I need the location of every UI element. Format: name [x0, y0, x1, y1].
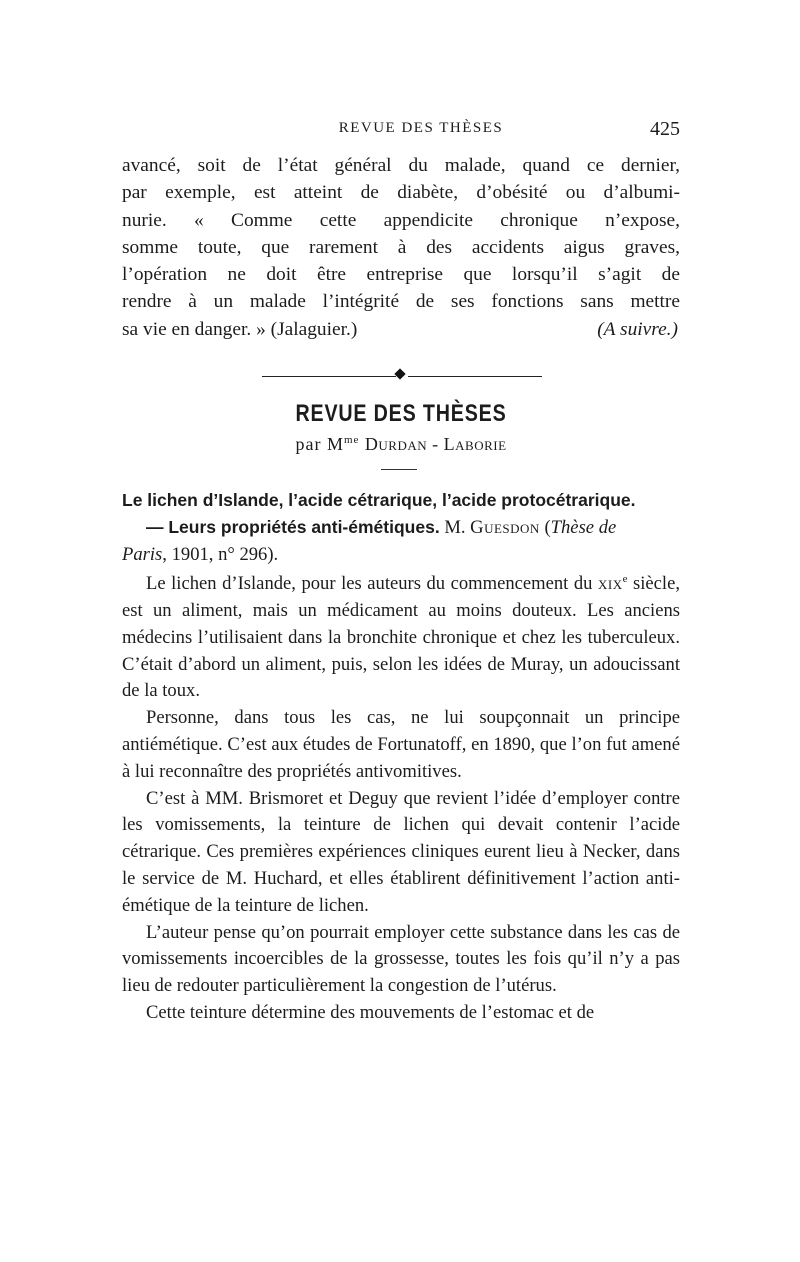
paragraph: Personne, dans tous les cas, ne lui soupçonnait un principe antiémétique. C’est aux études de Fortunatoff, en 1890, que l’on fut amené à lui reconnaître des propriétés antivomitives. — [122, 707, 680, 782]
text-line: nurie. « Comme cette appendicite chronique n’expose, — [122, 209, 680, 231]
divider-rule-right — [408, 376, 542, 377]
thesis-author: Guesdon — [470, 517, 540, 538]
small-rule — [381, 469, 417, 470]
continued-paragraph — [122, 152, 680, 343]
text-line: l’opération ne doit être entreprise que lorsqu’il s’agit de — [122, 264, 680, 286]
thesis-entry-heading — [122, 487, 684, 568]
thesis-title: Le lichen d’Islande, l’acide cétrarique, l’acide protocétrarique. — [122, 490, 636, 510]
divider-rule-left — [262, 376, 396, 377]
running-title: REVUE DES THÈSES — [338, 120, 504, 136]
paragraph: L’auteur pense qu’on pourrait employer cette substance dans les cas de vomissements incoercibles de la grossesse, toutes les fois qu’il n’y a pas lieu de redouter particulièrement la congestion de l’utérus. — [122, 921, 680, 997]
to-be-continued: (A suivre.) — [597, 318, 678, 340]
text-line: avancé, soit de l’état général du malade, quand ce dernier, — [122, 155, 680, 176]
section-divider — [262, 376, 542, 378]
quote-attribution: sa vie en danger. » (Jalaguier.) — [122, 318, 358, 340]
byline-author: Durdan - Laborie — [364, 434, 507, 454]
text-line: par exemple, est atteint de diabète, d’obésité ou d’albumi- — [122, 182, 680, 204]
running-head — [122, 120, 680, 142]
byline-title: $M^{me}$ — [326, 434, 360, 454]
byline-prefix: par — [295, 434, 322, 454]
paragraph: C’est à MM. Brismoret et Deguy que revient l’idée d’employer contre les vomissements, la teinture de lichen qui devait contenir l’acide cétrarique. Ces premières expériences cliniques eurent lieu à Necker, dans le service de M. Huchard, et elles établirent définitivement l’action anti-émétique de la teinture de lichen. — [122, 787, 680, 916]
thesis-citation: Paris, 1901, n° 296). — [122, 544, 279, 565]
section-byline — [122, 434, 680, 455]
page-number: 425 — [650, 118, 680, 140]
text-line: somme toute, que rarement à des accidents aigus graves, — [122, 236, 680, 258]
section-title: REVUE DES THÈSES — [295, 400, 507, 427]
thesis-title-cont: — Leurs propriétés anti-émétiques. M. Guesdon (Thèse de — [146, 517, 617, 538]
body-text — [122, 566, 680, 1027]
paragraph: Cette teinture détermine des mouvements de l’estomac et de — [146, 1001, 595, 1023]
paragraph: Le lichen d’Islande, pour les auteurs du commencement du xix$^e$ siècle, est un aliment, mais un médicament au moins douteux. Les anciens médecins l’utilisaient dans la bronchite chronique et chez les tuberculeux. C’était d’abord un aliment, puis, selon les idées de Muray, un adoucissant de la toux. — [122, 573, 680, 702]
text-line: rendre à un malade l’intégrité de ses fonctions sans mettre — [122, 291, 680, 313]
text-line-last — [122, 316, 680, 343]
diamond-ornament-icon — [394, 368, 405, 379]
